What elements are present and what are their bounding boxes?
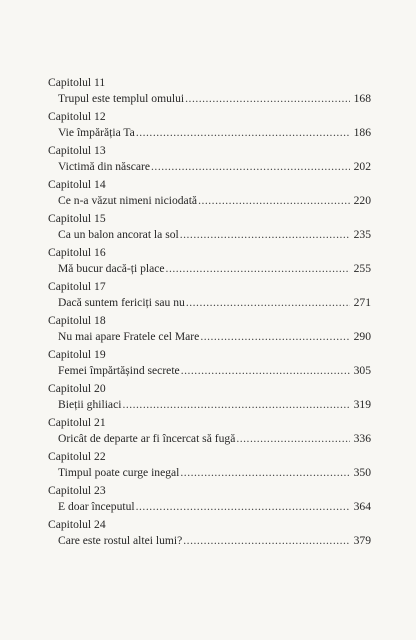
chapter-title: Vie împărăția Ta <box>58 126 135 139</box>
chapter-title: Nu mai apare Fratele cel Mare <box>58 330 200 343</box>
toc-entry <box>48 211 371 245</box>
dot-leader <box>186 295 350 310</box>
page-number: 255 <box>353 262 371 275</box>
toc-line <box>48 91 371 106</box>
toc-line <box>48 431 371 446</box>
dot-leader <box>122 397 350 412</box>
page-number: 379 <box>353 534 371 547</box>
page-number: 319 <box>353 398 371 411</box>
toc-entry <box>48 177 371 211</box>
toc-line <box>48 533 371 548</box>
chapter-title: Ca un balon ancorat la sol <box>58 228 179 241</box>
chapter-label: Capitolul 11 <box>48 76 106 89</box>
toc-entry <box>48 245 371 279</box>
page-number: 235 <box>353 228 371 241</box>
toc-entry <box>48 75 371 109</box>
page-number: 220 <box>353 194 371 207</box>
chapter-title: Oricât de departe ar fi încercat să fugă <box>58 432 236 445</box>
dot-leader <box>181 363 350 378</box>
page-number: 186 <box>353 126 371 139</box>
toc-entry <box>48 313 371 347</box>
toc-entry <box>48 279 371 313</box>
toc-line <box>48 329 371 344</box>
toc-entry <box>48 483 371 517</box>
chapter-label: Capitolul 12 <box>48 110 106 123</box>
dot-leader <box>236 431 350 446</box>
toc-entry <box>48 415 371 449</box>
dot-leader <box>185 91 350 106</box>
toc-line <box>48 227 371 242</box>
dot-leader <box>183 533 350 548</box>
chapter-title: Trupul este templul omului <box>58 92 185 105</box>
toc-line <box>48 465 371 480</box>
page-number: 364 <box>353 500 371 513</box>
chapter-title: Care este rostul altei lumi? <box>58 534 183 547</box>
chapter-title: Timpul poate curge inegal <box>58 466 180 479</box>
chapter-label: Capitolul 18 <box>48 314 106 327</box>
toc-line <box>48 363 371 378</box>
dot-leader <box>198 193 350 208</box>
toc-line <box>48 499 371 514</box>
chapter-label: Capitolul 14 <box>48 178 106 191</box>
chapter-label: Capitolul 22 <box>48 450 106 463</box>
dot-leader <box>136 125 350 140</box>
toc-line <box>48 159 371 174</box>
chapter-label: Capitolul 20 <box>48 382 106 395</box>
chapter-label: Capitolul 17 <box>48 280 106 293</box>
chapter-title: Ce n-a văzut nimeni niciodată <box>58 194 198 207</box>
chapter-label: Capitolul 19 <box>48 348 106 361</box>
table-of-contents <box>48 75 371 551</box>
dot-leader <box>180 227 350 242</box>
dot-leader <box>136 499 350 514</box>
toc-entry <box>48 109 371 143</box>
chapter-title: Mă bucur dacă-ți place <box>58 262 165 275</box>
toc-line <box>48 193 371 208</box>
page-number: 271 <box>353 296 371 309</box>
toc-line <box>48 397 371 412</box>
dot-leader <box>180 465 350 480</box>
toc-entry <box>48 143 371 177</box>
toc-line <box>48 261 371 276</box>
chapter-label: Capitolul 23 <box>48 484 106 497</box>
toc-entry <box>48 381 371 415</box>
toc-line <box>48 295 371 310</box>
chapter-label: Capitolul 21 <box>48 416 106 429</box>
page-number: 350 <box>353 466 371 479</box>
page-number: 290 <box>353 330 371 343</box>
chapter-label: Capitolul 16 <box>48 246 106 259</box>
toc-entry <box>48 517 371 551</box>
page-number: 168 <box>353 92 371 105</box>
page-number: 202 <box>353 160 371 173</box>
chapter-label: Capitolul 24 <box>48 518 106 531</box>
dot-leader <box>151 159 350 174</box>
chapter-title: Bieții ghiliaci <box>58 398 122 411</box>
page-number: 305 <box>353 364 371 377</box>
chapter-title: Victimă din născare <box>58 160 151 173</box>
page-number: 336 <box>353 432 371 445</box>
chapter-label: Capitolul 15 <box>48 212 106 225</box>
chapter-label: Capitolul 13 <box>48 144 106 157</box>
dot-leader <box>200 329 350 344</box>
chapter-title: Femei împărtășind secrete <box>58 364 180 377</box>
chapter-title: E doar începutul <box>58 500 135 513</box>
toc-entry <box>48 347 371 381</box>
dot-leader <box>166 261 350 276</box>
toc-line <box>48 125 371 140</box>
chapter-title: Dacă suntem fericiți sau nu <box>58 296 185 309</box>
toc-entry <box>48 449 371 483</box>
